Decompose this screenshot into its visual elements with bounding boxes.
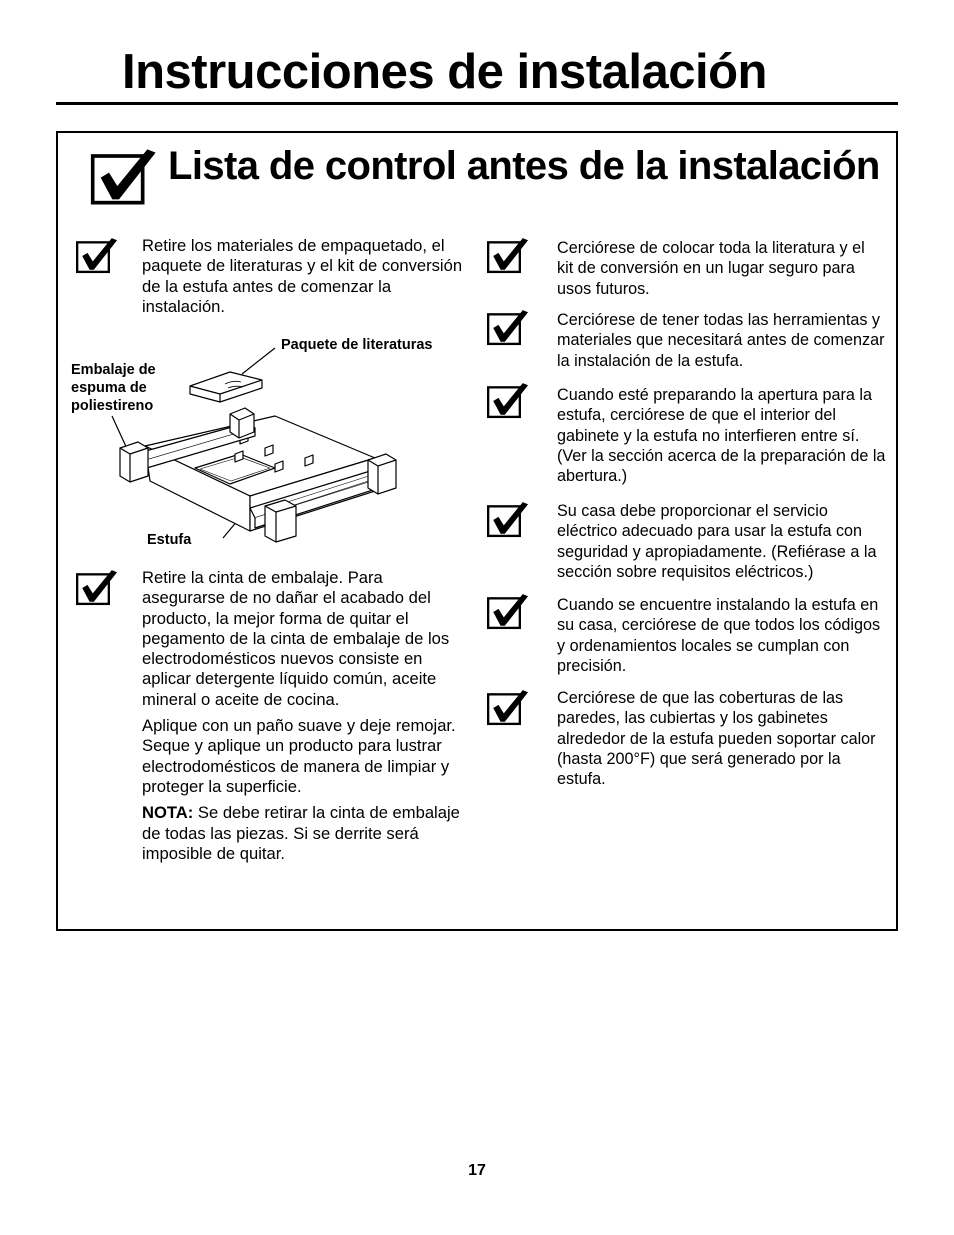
checkbox-icon [485, 236, 531, 274]
label-literature: Paquete de literaturas [281, 337, 433, 353]
label-range: Estufa [147, 532, 192, 548]
range-packaging-illustration [100, 336, 420, 556]
checkbox-icon [485, 308, 531, 346]
page-number: 17 [468, 1162, 486, 1179]
note-text: Se debe retirar la cinta de embalaje de todas las piezas. Si se derrite será imposible de quitar. [142, 803, 460, 863]
right-item-2: Cerciórese de tener todas las herramientas y materiales que necesitará antes de comenzar la instalación de la estufa. [557, 311, 885, 370]
left-item-1: Retire los materiales de empaquetado, el paquete de literaturas y el kit de conversión de la estufa antes de comenzar la instalación. [142, 236, 463, 316]
section-title: Lista de control antes de la instalación [168, 144, 880, 188]
checkbox-icon [485, 500, 531, 538]
note-label: NOTA: [142, 803, 194, 823]
left-item-2-paragraph-2: Aplique con un paño suave y deje remojar. Seque y aplique un producto para lustrar electrodomésticos de manera de limpiar y proteger la superficie. [142, 716, 456, 796]
right-item-3: Cuando esté preparando la apertura para la estufa, cerciórese de que el interior del gabinete y la estufa no interfieren entre sí. (Ver la sección acerca de la preparación de la abertura.) [557, 386, 886, 486]
checkbox-icon [485, 381, 531, 419]
right-item-6: Cerciórese de que las coberturas de las paredes, las cubiertas y los gabinetes alrededor de la estufa pueden soportar calor (hasta 200°F) que será generado por la estufa. [557, 689, 876, 789]
left-item-2-note [142, 803, 464, 864]
checkbox-icon [74, 568, 120, 606]
title-rule [56, 102, 898, 105]
left-item-2-paragraph-1: Retire la cinta de embalaje. Para asegurarse de no dañar el acabado del producto, la mejor forma de quitar el pegamento de la cinta de embalaje de los electrodomésticos nuevos consiste en aplicar detergente líquido común, aceite mineral o aceite de cocina. [142, 568, 450, 709]
right-item-5: Cuando se encuentre instalando la estufa en su casa, cerciórese de que todos los códigos y ordenamientos locales se cumplan con precisión. [557, 596, 881, 675]
checkmark-icon [88, 146, 160, 206]
label-foam: Embalaje de espuma de poliestireno [71, 362, 156, 414]
right-item-4: Su casa debe proporcionar el servicio eléctrico adecuado para usar la estufa con seguridad y apropiadamente. (Refiérase a la sección sobre requisitos eléctricos.) [557, 502, 877, 581]
checkbox-icon [485, 592, 531, 630]
page-title: Instrucciones de instalación [122, 45, 767, 99]
right-item-1: Cerciórese de colocar toda la literatura y el kit de conversión en un lugar seguro para usos futuros. [557, 239, 865, 298]
checkbox-icon [485, 688, 531, 726]
checkbox-icon [74, 236, 120, 274]
left-item-2 [142, 568, 464, 870]
